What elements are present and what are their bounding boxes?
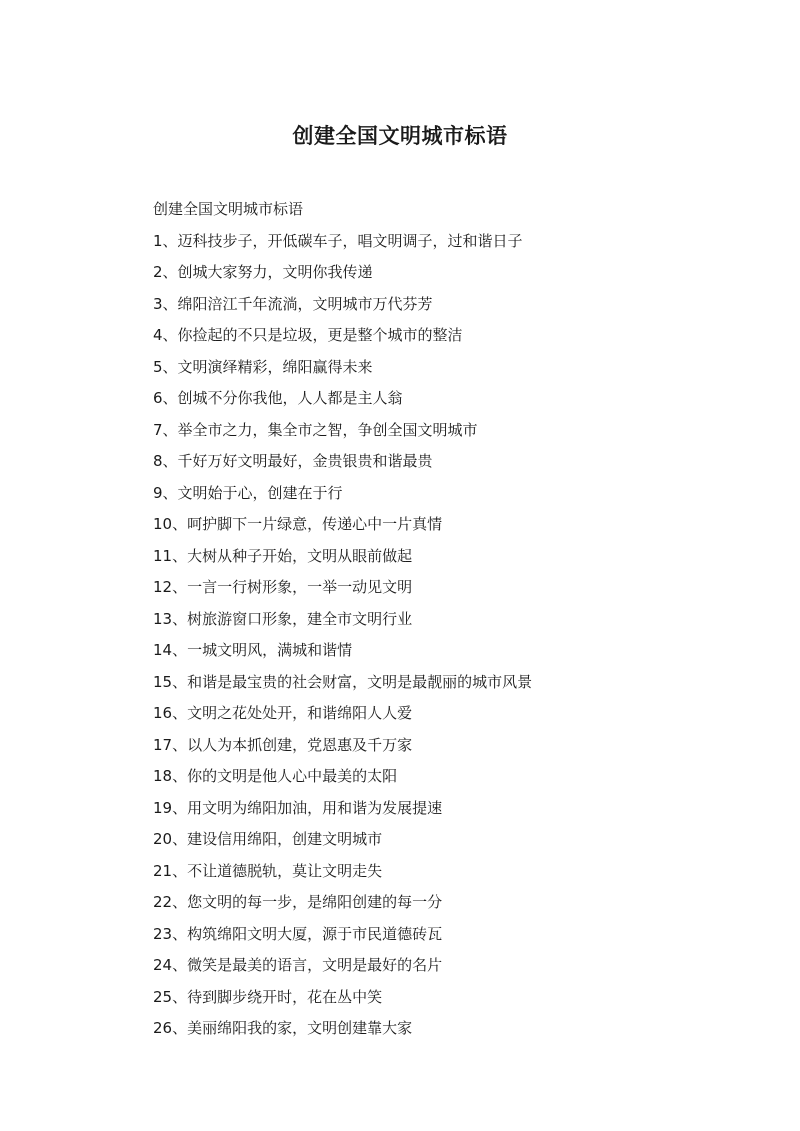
slogan-item: 1、迈科技步子，开低碳车子，唱文明调子，过和谐日子 (153, 231, 523, 250)
slogan-item: 8、千好万好文明最好，金贵银贵和谐最贵 (153, 452, 433, 470)
slogan-item: 5、文明演绎精彩，绵阳赢得未来 (153, 357, 373, 376)
slogan-list (153, 226, 753, 1045)
slogan-item: 4、你捡起的不只是垃圾，更是整个城市的整洁 (153, 326, 463, 344)
slogan-item: 23、构筑绵阳文明大厦，源于市民道德砖瓦 (153, 924, 443, 943)
slogan-item: 24、微笑是最美的语言，文明是最好的名片 (153, 956, 443, 974)
slogan-item: 20、建设信用绵阳，创建文明城市 (153, 830, 383, 848)
slogan-item: 22、您文明的每一步，是绵阳创建的每一分 (153, 893, 443, 911)
slogan-item: 16、文明之花处处开，和谐绵阳人人爱 (153, 704, 413, 722)
slogan-item: 3、绵阳涪江千年流淌，文明城市万代芬芳 (153, 294, 433, 313)
slogan-item: 17、以人为本抓创建，党恩惠及千万家 (153, 735, 413, 754)
intro-line: 创建全国文明城市标语 (153, 200, 304, 218)
slogan-item: 14、一城文明风，满城和谐情 (153, 641, 353, 659)
slogan-item: 13、树旅游窗口形象，建全市文明行业 (153, 609, 413, 628)
slogan-item: 9、文明始于心，创建在于行 (153, 483, 343, 502)
slogan-item: 21、不让道德脱轨，莫让文明走失 (153, 861, 383, 880)
document-title: 创建全国文明城市标语 (292, 124, 508, 148)
slogan-item: 11、大树从种子开始，文明从眼前做起 (153, 546, 413, 565)
slogan-item: 2、创城大家努力，文明你我传递 (153, 263, 373, 281)
slogan-item: 26、美丽绵阳我的家，文明创建靠大家 (153, 1019, 413, 1037)
slogan-item: 15、和谐是最宝贵的社会财富，文明是最靓丽的城市风景 (153, 672, 533, 691)
slogan-item: 12、一言一行树形象，一举一动见文明 (153, 578, 413, 596)
document-body (153, 194, 753, 1045)
slogan-item: 18、你的文明是他人心中最美的太阳 (153, 767, 398, 785)
slogan-item: 25、待到脚步绕开时，花在丛中笑 (153, 987, 383, 1006)
slogan-item: 19、用文明为绵阳加油，用和谐为发展提速 (153, 798, 443, 817)
slogan-item: 10、呵护脚下一片绿意，传递心中一片真情 (153, 515, 443, 533)
slogan-item: 7、举全市之力，集全市之智，争创全国文明城市 (153, 420, 478, 439)
slogan-item: 6、创城不分你我他，人人都是主人翁 (153, 389, 403, 407)
